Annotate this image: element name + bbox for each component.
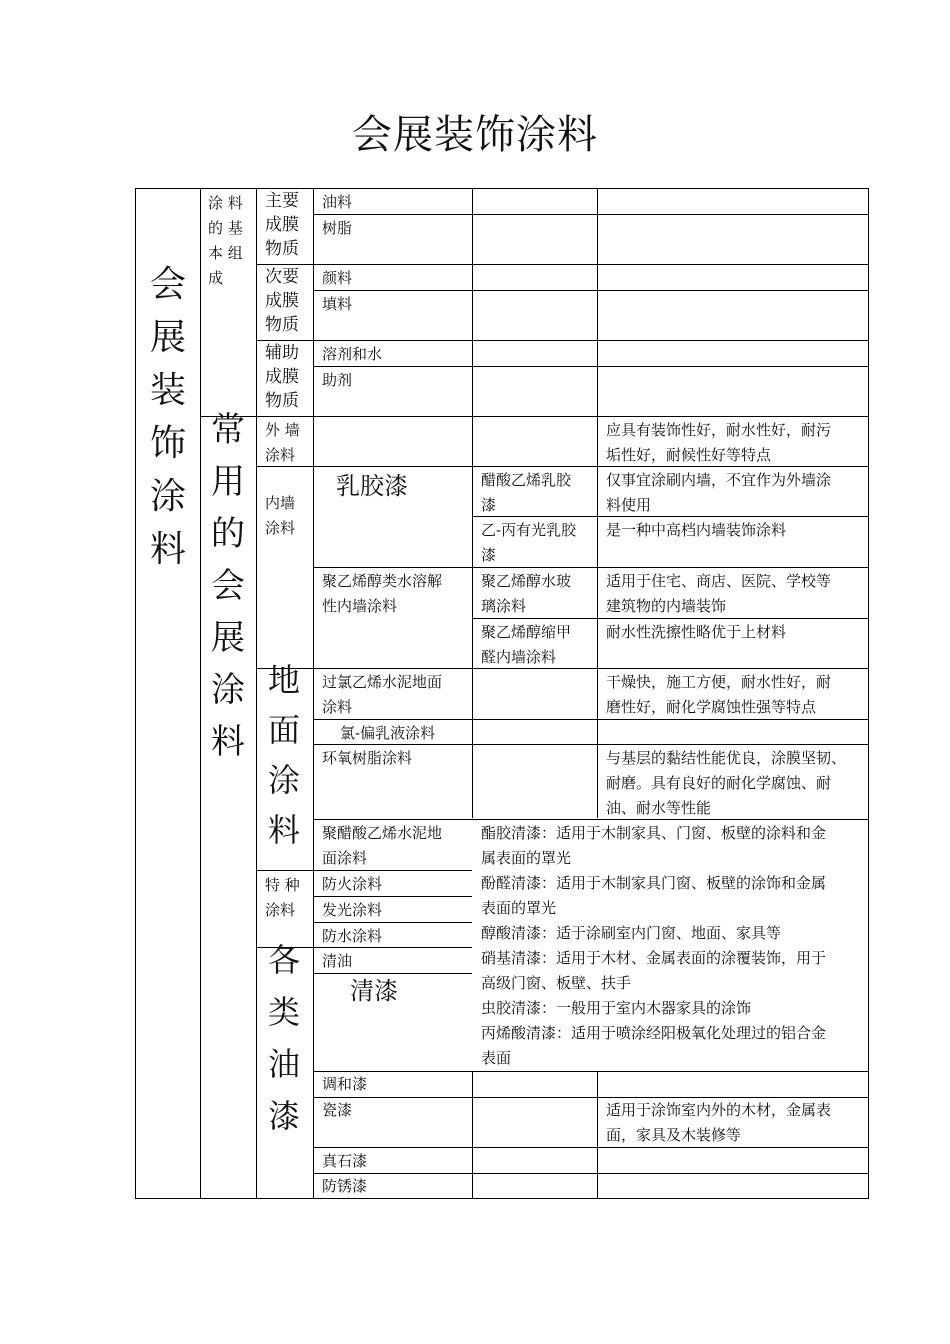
solvent-cell: 溶剂和水 — [322, 345, 383, 363]
stone-paint-cell: 真石漆 — [322, 1152, 368, 1170]
pva-formal-desc-cell: 耐水性洗擦性略优于上材料 — [606, 623, 787, 641]
aux-film-label: 辅助 成膜 物质 — [265, 343, 299, 411]
antirust-cell: 防锈漆 — [322, 1177, 368, 1195]
glow-paint-cell: 发光涂料 — [322, 901, 383, 919]
blend-paint-cell: 调和漆 — [322, 1075, 368, 1093]
main-film-label: 主要 成膜 物质 — [265, 191, 299, 259]
ethylene-cell: 乙-丙有光乳胶 漆 — [481, 521, 577, 564]
vinyl-acetate-desc-cell: 仅事宜涂刷内墙，不宜作为外墙涂 料使用 — [606, 471, 832, 514]
enamel-cell: 瓷漆 — [322, 1101, 353, 1119]
main-category-label: 会 展 装 饰 涂 料 — [149, 264, 186, 570]
pvc-desc-cell: 干燥快，施工方便，耐水性好，耐 磨性好，耐化学腐蚀性强等特点 — [606, 673, 832, 716]
ethylene-desc-cell: 是一种中高档内墙装饰涂料 — [606, 521, 787, 539]
water-paint-cell: 防水涂料 — [322, 927, 383, 945]
clear-oil-cell: 清油 — [322, 952, 353, 970]
pigment-cell: 颜料 — [322, 269, 353, 287]
pva-group-cell: 聚乙烯醇类水溶解 性内墙涂料 — [322, 572, 443, 615]
pva-formal-cell: 聚乙烯醇缩甲 醛内墙涂料 — [481, 623, 572, 666]
special-label: 特 种 涂料 — [265, 876, 300, 919]
filler-cell: 填料 — [322, 295, 353, 313]
floor-label: 地 面 涂 料 — [267, 661, 300, 849]
basic-composition-label: 涂 料 的 基 本 组 成 — [208, 194, 243, 287]
resin-cell: 树脂 — [322, 219, 353, 237]
enamel-desc-cell: 适用于涂饰室内外的木材，金属表 面，家具及木装修等 — [606, 1101, 832, 1144]
epoxy-desc-cell: 与基层的黏结性能优良，涂膜坚韧、 耐磨。具有良好的耐化学腐蚀、耐 油、耐水等性能 — [606, 749, 847, 817]
pva-glass-desc-cell: 适用于住宅、商店、医院、学校等 建筑物的内墙装饰 — [606, 572, 832, 615]
varnish-cell: 清漆 — [350, 977, 398, 1005]
fire-paint-cell: 防火涂料 — [322, 875, 383, 893]
oil-cell: 油料 — [322, 193, 353, 211]
vinyl-acetate-cell: 醋酸乙烯乳胶 漆 — [481, 471, 572, 514]
minor-film-label: 次要 成膜 物质 — [265, 267, 299, 335]
varnish-desc-cell: 酯胶清漆：适用于木制家具、门窗、板壁的涂料和金 属表面的罩光 酚醛清漆：适用于木制家具门窗、板壁的涂饰和金属 表面的罩光 醇酸清漆：适于涂刷室内门窗、地面、家具等 硝基清漆：适用于木材、金属表面的涂覆装饰，用于 高级门窗、板壁、扶手 虫胶清漆：一般用于室内木器家具的涂饰 丙烯酸清漆：适用于喷涂经阳极氧化处理过的铝合金 表面 — [481, 824, 827, 1067]
pvac-floor-cell: 聚醋酸乙烯水泥地 面涂料 — [322, 824, 443, 867]
latex-cell: 乳胶漆 — [336, 472, 408, 500]
pvc-floor-cell: 过氯乙烯水泥地面 涂料 — [322, 673, 443, 716]
chloro-cell: 氯-偏乳液涂料 — [340, 724, 436, 742]
pva-glass-cell: 聚乙烯醇水玻 璃涂料 — [481, 572, 572, 615]
page-title: 会展装饰涂料 — [352, 112, 598, 158]
exterior-desc-cell: 应具有装饰性好，耐水性好，耐污 垢性好，耐候性好等特点 — [606, 421, 832, 464]
epoxy-cell: 环氧树脂涂料 — [322, 749, 413, 767]
common-paints-label: 常 用 的 会 展 涂 料 — [211, 410, 245, 762]
additive-cell: 助剂 — [322, 371, 353, 389]
exterior-label: 外 墙 涂料 — [265, 421, 300, 464]
paints-label: 各 类 油 漆 — [267, 941, 300, 1135]
interior-label: 内墙 涂料 — [265, 494, 296, 537]
